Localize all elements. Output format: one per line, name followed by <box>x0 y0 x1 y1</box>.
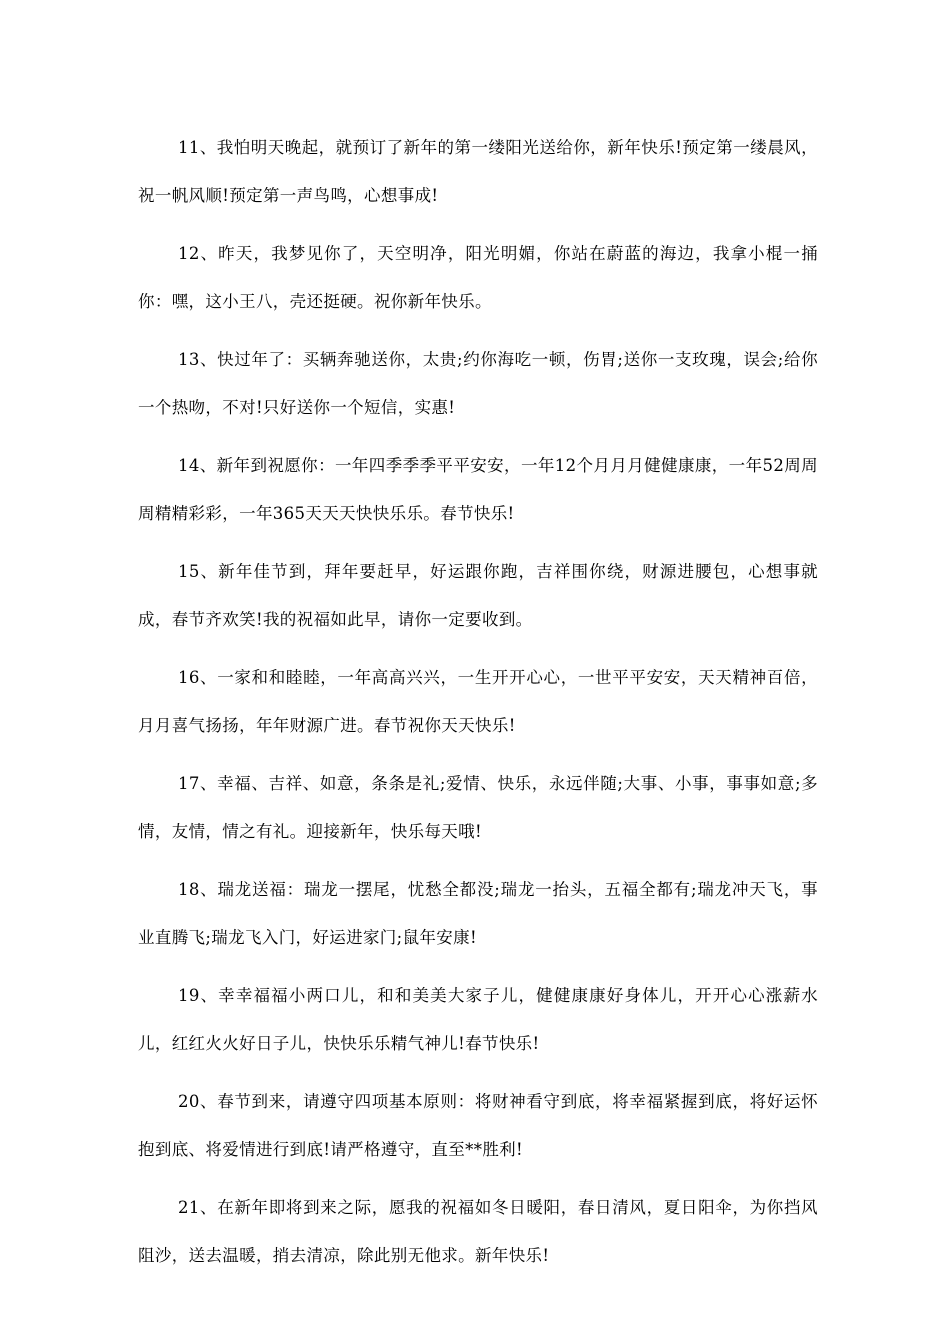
paragraph-19: 19、幸幸福福小两口儿，和和美美大家子儿，健健康康好身体儿，开开心心涨薪水儿，红红火火好日子儿，快快乐乐精气神儿!春节快乐! <box>138 986 818 1053</box>
paragraph-18: 18、瑞龙送福：瑞龙一摆尾，忧愁全都没;瑞龙一抬头，五福全都有;瑞龙冲天飞，事业直腾飞;瑞龙飞入门，好运进家门;鼠年安康! <box>138 880 818 947</box>
document-body <box>138 124 818 1290</box>
paragraph-15: 15、新年佳节到，拜年要赶早，好运跟你跑，吉祥围你绕，财源进腰包，心想事就成，春节齐欢笑!我的祝福如此早，请你一定要收到。 <box>138 562 818 629</box>
paragraph-11: 11、我怕明天晚起，就预订了新年的第一缕阳光送给你，新年快乐!预定第一缕晨风，祝一帆风顺!预定第一声鸟鸣，心想事成! <box>138 138 818 205</box>
paragraph-16: 16、一家和和睦睦，一年高高兴兴，一生开开心心，一世平平安安，天天精神百倍，月月喜气扬扬，年年财源广进。春节祝你天天快乐! <box>138 668 818 735</box>
paragraph-17: 17、幸福、吉祥、如意，条条是礼;爱情、快乐，永远伴随;大事、小事，事事如意;多情，友情，情之有礼。迎接新年，快乐每天哦! <box>138 774 818 841</box>
paragraph-13: 13、快过年了：买辆奔驰送你，太贵;约你海吃一顿，伤胃;送你一支玫瑰，误会;给你一个热吻，不对!只好送你一个短信，实惠! <box>138 350 818 417</box>
paragraph-14: 14、新年到祝愿你：一年四季季季平平安安，一年12个月月月健健康康，一年52周周周精精彩彩，一年365天天天快快乐乐。春节快乐! <box>138 456 818 523</box>
paragraph-12: 12、昨天，我梦见你了，天空明净，阳光明媚，你站在蔚蓝的海边，我拿小棍一捅你：嘿，这小王八，壳还挺硬。祝你新年快乐。 <box>138 244 818 311</box>
paragraph-21: 21、在新年即将到来之际，愿我的祝福如冬日暖阳，春日清风，夏日阳伞，为你挡风阻沙，送去温暖，捎去清凉，除此别无他求。新年快乐! <box>138 1198 818 1265</box>
paragraph-20: 20、春节到来，请遵守四项基本原则：将财神看守到底，将幸福紧握到底，将好运怀抱到底、将爱情进行到底!请严格遵守，直至**胜利! <box>138 1092 818 1159</box>
